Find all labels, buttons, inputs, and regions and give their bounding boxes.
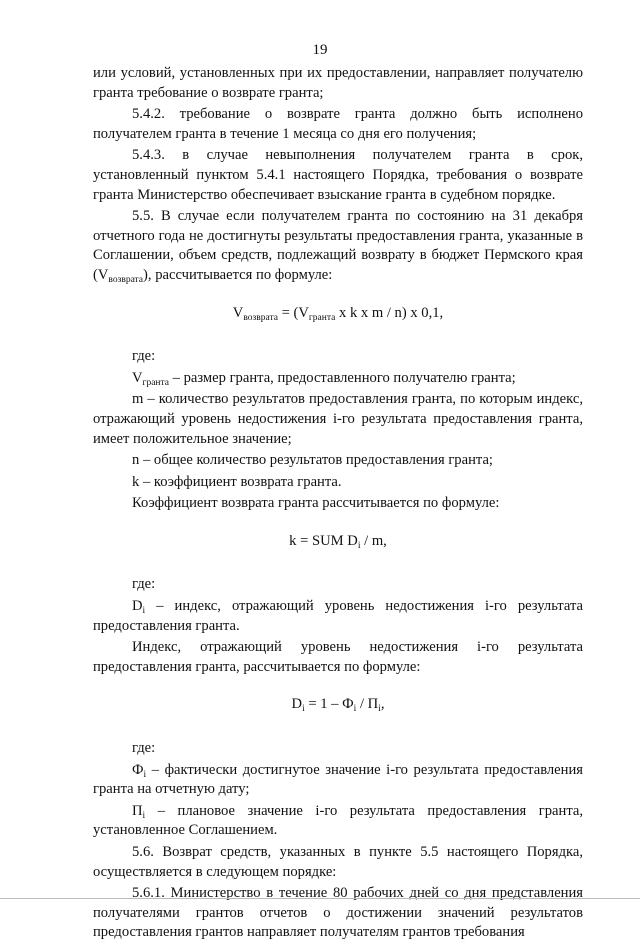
paragraph-5-6: 5.6. Возврат средств, указанных в пункте 5.5 настоящего Порядка, осуществляется в следующем порядке: [93, 844, 583, 880]
def-f-text: – фактически достигнутое значение i-го результата предоставления гранта на отчетную дату; [93, 761, 583, 798]
definition-n: n – общее количество результатов предоставления гранта; [132, 452, 493, 469]
formula-end: x k x m / n) x 0,1, [335, 304, 444, 321]
def-d-text: – индекс, отражающий уровень недостижения i-го результата предоставления гранта. [93, 598, 583, 634]
paragraph-5-4-3: 5.4.3. в случае невыполнения получателем гранта в срок, установленный пунктом 5.4.1 настоящего Порядка, требования о возврате гранта Министерство обеспечивает взыскание гранта в судебном порядке. [93, 147, 583, 203]
formula-d-mid: = 1 – Ф [304, 696, 354, 713]
formula-d-slash: / П [356, 696, 379, 713]
paragraph-5-6-1: 5.6.1. Министерство в течение 80 рабочих дней со дня представления получателями грантов отчетов о достижении значений результатов предоставления грантов направляет получателям грантов требования [93, 885, 583, 941]
def-v-text: – размер гранта, предоставленного получателю гранта; [168, 369, 516, 386]
definition-d [93, 597, 583, 636]
paragraph-5-5-tail: ), рассчитывается по формуле: [143, 266, 333, 283]
definition-f [93, 761, 583, 800]
formula-mid: = (V [277, 304, 309, 321]
page-number: 19 [312, 42, 328, 58]
definition-v-grant [93, 369, 583, 389]
formula-k-start: k = SUM D [289, 532, 358, 549]
definition-k: k – коэффициент возврата гранта. [132, 473, 342, 490]
def-v: V [132, 369, 143, 386]
def-p-text: – плановое значение i-го результата предоставления гранта, установленное Соглашением. [93, 802, 583, 839]
formula-f-sub: i [353, 704, 357, 715]
formula-sub-return: возврата [243, 312, 278, 323]
def-f: Ф [132, 761, 144, 778]
def-v-sub: гранта [142, 377, 169, 388]
k-formula-intro: Коэффициент возврата гранта рассчитывается по формуле: [132, 495, 500, 512]
index-formula-intro: Индекс, отражающий уровень недостижения i-го результата предоставления гранта, рассчитывается по формуле: [93, 639, 583, 675]
formula-k-end: / m, [360, 532, 387, 549]
paragraph-continuation: или условий, установленных при их предоставлении, направляет получателю гранта требование о возврате гранта; [93, 65, 583, 101]
formula-d-start: D [291, 696, 303, 713]
def-d-sub: i [142, 606, 146, 617]
formula-sub-grant: гранта [308, 312, 336, 323]
document-body [93, 64, 583, 943]
formula-k [93, 532, 583, 552]
def-p-sub: i [142, 810, 146, 821]
where-label-3: где: [132, 740, 156, 757]
paragraph-5-5 [93, 207, 583, 285]
def-f-sub: i [143, 769, 147, 780]
formula-v: V [232, 304, 244, 321]
formula-return-volume [93, 304, 583, 324]
def-p: П [132, 802, 143, 819]
formula-d [93, 695, 583, 715]
page-bottom-edge [0, 898, 640, 899]
formula-p-sub: i [378, 704, 381, 715]
formula-k-sub: i [357, 540, 361, 551]
paragraph-5-4-2: 5.4.2. требование о возврате гранта должно быть исполнено получателем гранта в течение 1 месяца со дня его получения; [93, 106, 583, 142]
paragraph-5-5-text: 5.5. В случае если получателем гранта по состоянию на 31 декабря отчетного года не достигнуты результаты предоставления гранта, указанные в Соглашении, объем средств, подлежащий возврату в бюджет Пермского края (V [93, 208, 583, 283]
where-label: где: [132, 348, 156, 365]
formula-d-end: , [380, 696, 385, 713]
where-label-2: где: [132, 576, 156, 593]
definition-m: m – количество результатов предоставления гранта, по которым индекс, отражающий уровень недостижения i-го результата предоставления гранта, имеет положительное значение; [93, 391, 583, 447]
subscript-return: возврата [108, 274, 144, 285]
formula-d-sub: i [302, 704, 305, 715]
def-d: D [132, 598, 143, 615]
definition-p [93, 802, 583, 841]
